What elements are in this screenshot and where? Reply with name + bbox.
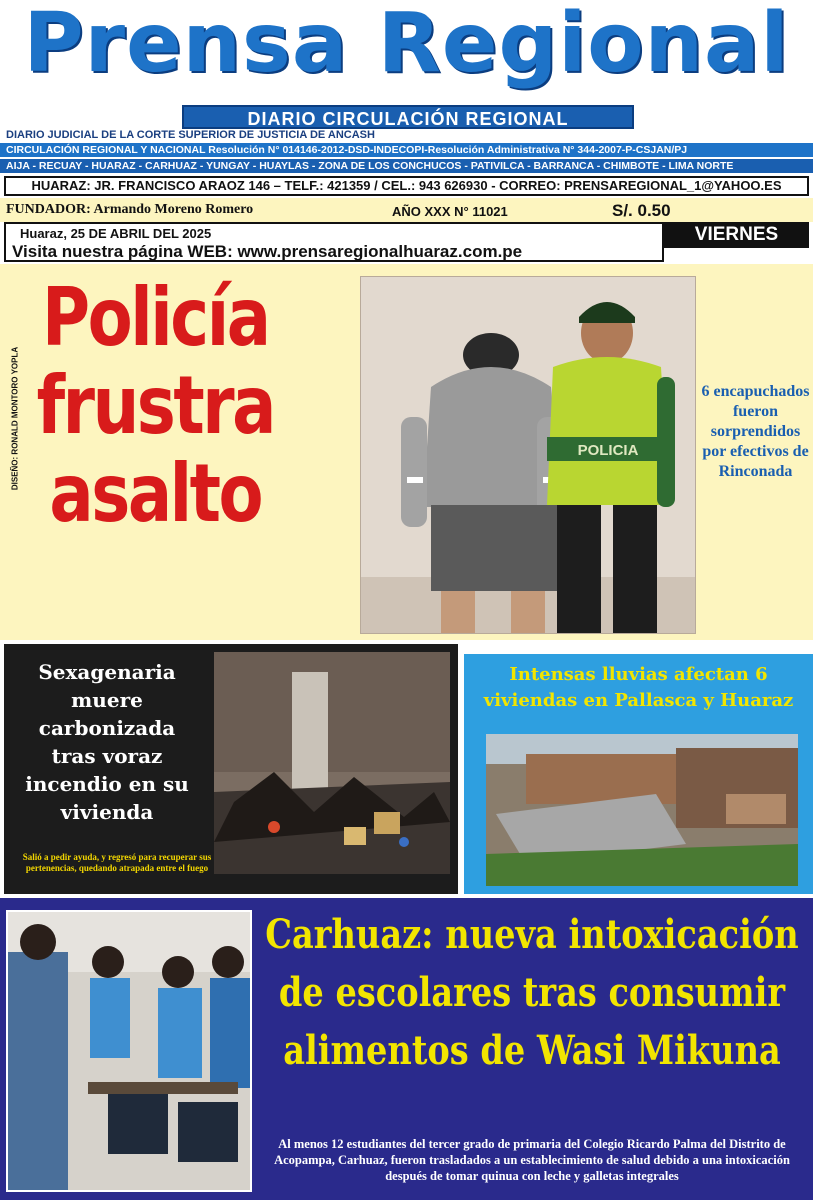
- lead-headline-line: frustra: [36, 359, 274, 452]
- coverage-line: AIJA - RECUAY - HUARAZ - CARHUAZ - YUNGAY - HUAYLAS - ZONA DE LOS CONCHUCOS - PATIVILCA - BARRANCA - CHIMBOTE - LIMA NORTE: [0, 159, 813, 173]
- weekday-badge: VIERNES: [664, 222, 809, 248]
- issue-date: Huaraz, 25 DE ABRIL DEL 2025: [20, 226, 212, 241]
- fire-subhead: Salió a pedir ayuda, y regresó para recuperar sus pertenencias, quedando atrapada entre el fuego: [22, 852, 212, 873]
- newspaper-title: Prensa Regional: [23, 0, 790, 91]
- police-arrest-illustration: [361, 277, 696, 634]
- fire-scene-photo: [214, 652, 450, 874]
- rain-damage-illustration: [486, 734, 798, 886]
- police-vest-label: POLICIA: [577, 442, 639, 459]
- fire-headline[interactable]: Sexagenaria muere carbonizada tras voraz incendio en su vivienda: [25, 660, 189, 824]
- main-headline[interactable]: [265, 906, 799, 1080]
- design-credit: DISEÑO: RONALD MONTORO YOPLA: [10, 346, 20, 491]
- date-row: [0, 222, 813, 264]
- rain-damage-photo: [486, 734, 798, 886]
- fire-story[interactable]: [4, 644, 458, 894]
- price: S/. 0.50: [612, 201, 671, 220]
- lead-headline-line: Policía: [42, 271, 269, 364]
- police-arrest-photo: [360, 276, 696, 634]
- founder-row: [0, 198, 813, 222]
- date-box: [4, 222, 664, 262]
- lead-story[interactable]: [0, 264, 813, 640]
- students-illustration: [8, 912, 250, 1190]
- judicial-line: DIARIO JUDICIAL DE LA CORTE SUPERIOR DE JUSTICIA DE ANCASH: [6, 129, 375, 141]
- main-story[interactable]: [0, 898, 813, 1200]
- issue-number: AÑO XXX N° 11021: [392, 204, 508, 219]
- main-subhead: Al menos 12 estudiantes del tercer grado de primaria del Colegio Ricardo Palma del Distrito de Acopampa, Carhuaz, fueron trasladados a un establecimiento de salud debido a una intoxicación después de tomar quinua con leche y galletas integrales: [274, 1137, 790, 1183]
- lead-headline-line: asalto: [49, 447, 262, 540]
- circulation-line: CIRCULACIÓN REGIONAL Y NACIONAL Resolución N° 014146-2012-DSD-INDECOPI-Resolución Administrativa N° 344-2007-P-CSJAN/PJ: [0, 143, 813, 157]
- masthead: [0, 0, 813, 108]
- rain-headline[interactable]: Intensas lluvias afectan 6 viviendas en Pallasca y Huaraz: [483, 664, 794, 711]
- rain-story[interactable]: [464, 654, 813, 894]
- main-headline-text: Carhuaz: nueva intoxicación de escolares tras consumir alimentos de Wasi Mikuna: [265, 911, 799, 1074]
- address-line: HUARAZ: JR. FRANCISCO ARAOZ 146 – TELF.: 421359 / CEL.: 943 626930 - CORREO: PRENSAREGIONAL_1@YAHOO.ES: [4, 176, 809, 196]
- fire-scene-illustration: [214, 652, 450, 874]
- website-link[interactable]: Visita nuestra página WEB: www.prensaregionalhuaraz.com.pe: [12, 242, 523, 261]
- founder: FUNDADOR: Armando Moreno Romero: [6, 202, 254, 217]
- lead-caption: 6 encapuchados fueron sorprendidos por efectivos de Rinconada: [701, 383, 810, 480]
- lead-headline[interactable]: [20, 271, 291, 540]
- students-photo: [6, 910, 252, 1192]
- tagline: DIARIO CIRCULACIÓN REGIONAL: [182, 105, 634, 129]
